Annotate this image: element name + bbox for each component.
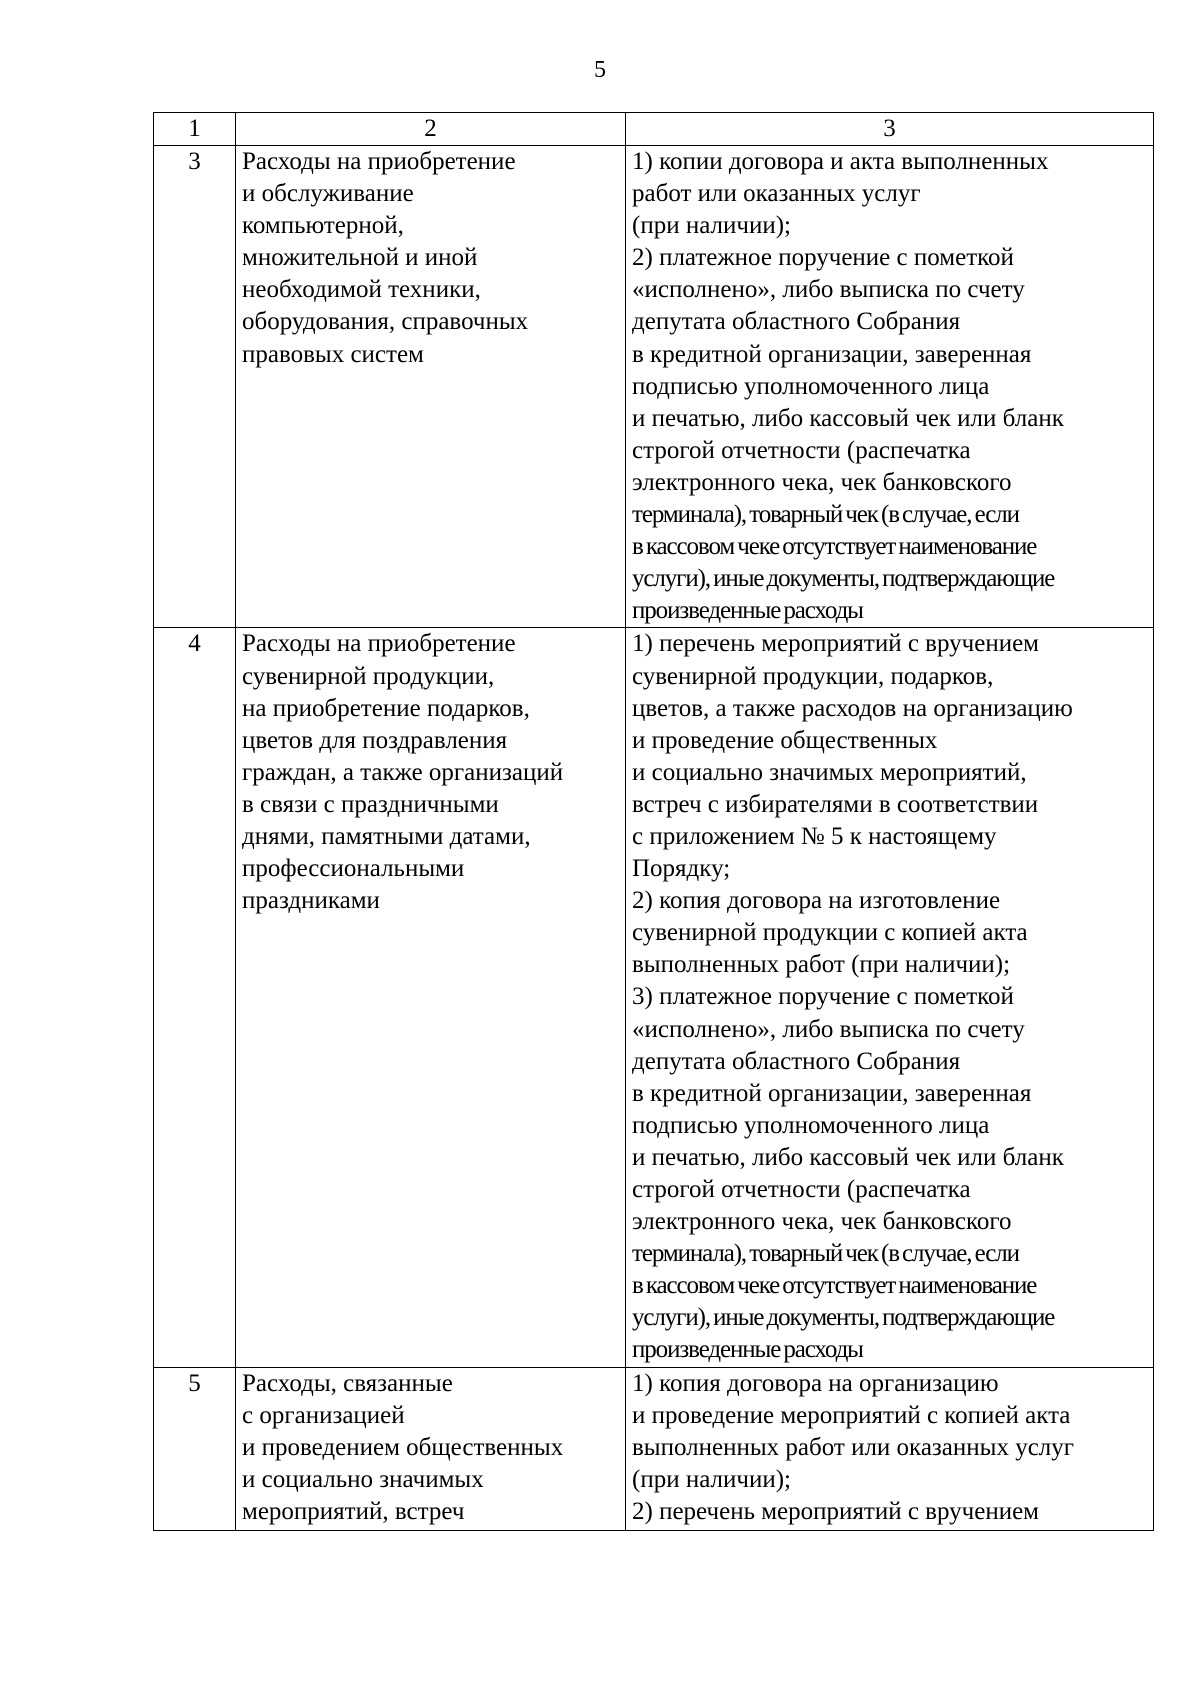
row-number: 5 [154, 1367, 236, 1530]
header-cell-3: 3 [626, 113, 1154, 146]
text-line: терминала), товарный чек (в случае, если [632, 501, 1019, 529]
table-row [154, 628, 1154, 1367]
text-line: множительной и иной [242, 244, 478, 272]
text-line: на приобретение подарков, [242, 694, 530, 722]
text-line: 1) перечень мероприятий с вручением [632, 630, 1039, 658]
required-documents [626, 628, 1154, 1367]
text-line: (при наличии); [632, 1465, 791, 1493]
text-line: и социально значимых мероприятий, [632, 758, 1027, 786]
text-line: 2) платежное поручение с пометкой [632, 244, 1014, 272]
table-header-row [154, 113, 1154, 146]
table-row [154, 146, 1154, 628]
text-line: в связи с праздничными [242, 790, 499, 818]
text-line: и обслуживание [242, 180, 414, 208]
text-line: депутата областного Собрания [632, 308, 961, 336]
text-line: необходимой техники, [242, 276, 481, 304]
text-line: депутата областного Собрания [632, 1047, 961, 1075]
text-line: 2) перечень мероприятий с вручением [632, 1497, 1039, 1525]
text-line: электронного чека, чек банковского [632, 468, 1012, 496]
text-line: днями, памятными датами, [242, 822, 531, 850]
text-line: и печатью, либо кассовый чек или бланк [632, 1143, 1064, 1171]
text-line: электронного чека, чек банковского [632, 1208, 1012, 1236]
header-cell-2: 2 [236, 113, 626, 146]
text-line: с приложением № 5 к настоящему [632, 822, 997, 850]
text-line: 1) копия договора на организацию [632, 1369, 999, 1397]
page-number: 5 [594, 57, 606, 83]
required-documents [626, 1367, 1154, 1530]
text-line: и проведением общественных [242, 1433, 564, 1461]
expense-description [236, 628, 626, 1367]
text-line: Расходы на приобретение [242, 630, 516, 658]
text-line: выполненных работ или оказанных услуг [632, 1433, 1075, 1461]
text-line: 3) платежное поручение с пометкой [632, 983, 1014, 1011]
text-line: цветов, а также расходов на организацию [632, 694, 1073, 722]
text-line: сувенирной продукции с копией акта [632, 919, 1028, 947]
row-number: 3 [154, 146, 236, 628]
expense-description [236, 1367, 626, 1530]
text-line: 2) копия договора на изготовление [632, 887, 1001, 915]
text-line: и проведение мероприятий с копией акта [632, 1401, 1071, 1429]
text-line: произведенные расходы [632, 597, 863, 625]
text-line: услуги), иные документы, подтверждающие [632, 1304, 1055, 1332]
text-line: произведенные расходы [632, 1336, 863, 1364]
text-line: строгой отчетности (распечатка [632, 436, 971, 464]
text-line: (при наличии); [632, 212, 791, 240]
text-line: «исполнено», либо выписка по счету [632, 1015, 1025, 1043]
text-line: подписью уполномоченного лица [632, 1111, 990, 1139]
text-line: и печатью, либо кассовый чек или бланк [632, 404, 1064, 432]
text-line: правовых систем [242, 340, 424, 368]
text-line: услуги), иные документы, подтверждающие [632, 565, 1055, 593]
text-line: строгой отчетности (распечатка [632, 1176, 971, 1203]
text-line: в кредитной организации, заверенная [632, 340, 1032, 368]
text-line: в кассовом чеке отсутствует наименование [632, 533, 1037, 561]
text-line: и проведение общественных [632, 726, 938, 754]
text-line: оборудования, справочных [242, 308, 529, 336]
row-number: 4 [154, 628, 236, 1367]
expense-description [236, 146, 626, 628]
text-line: и социально значимых [242, 1465, 484, 1493]
text-line: профессиональными [242, 855, 465, 883]
text-line: встреч с избирателями в соответствии [632, 790, 1039, 818]
table-row [154, 1367, 1154, 1530]
text-line: Расходы, связанные [242, 1369, 453, 1397]
text-line: цветов для поздравления [242, 726, 508, 754]
text-line: терминала), товарный чек (в случае, если [632, 1240, 1019, 1268]
text-line: «исполнено», либо выписка по счету [632, 276, 1025, 304]
text-line: выполненных работ (при наличии); [632, 951, 1011, 979]
text-line: работ или оказанных услуг [632, 180, 921, 208]
text-line: граждан, а также организаций [242, 758, 564, 786]
text-line: 1) копии договора и акта выполненных [632, 148, 1049, 175]
text-line: Порядку; [632, 855, 731, 883]
header-cell-1: 1 [154, 113, 236, 146]
text-line: компьютерной, [242, 212, 404, 240]
text-line: в кассовом чеке отсутствует наименование [632, 1272, 1037, 1300]
text-line: сувенирной продукции, подарков, [632, 662, 994, 690]
text-line: праздниками [242, 887, 380, 915]
text-line: подписью уполномоченного лица [632, 372, 990, 400]
required-documents [626, 146, 1154, 628]
expense-documents-table [153, 112, 1154, 1531]
text-line: сувенирной продукции, [242, 662, 495, 690]
text-line: в кредитной организации, заверенная [632, 1079, 1032, 1107]
text-line: с организацией [242, 1401, 405, 1429]
text-line: мероприятий, встреч [242, 1497, 465, 1525]
text-line: Расходы на приобретение [242, 148, 516, 175]
